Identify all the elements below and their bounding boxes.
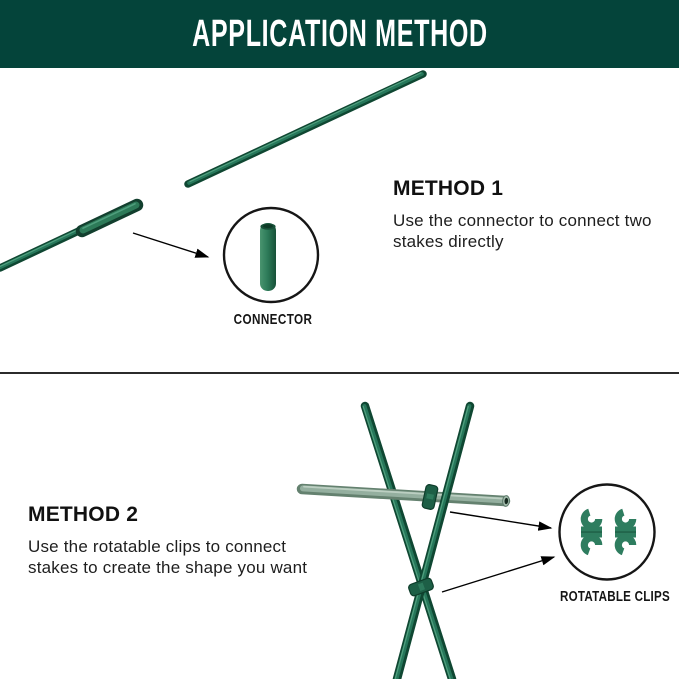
method2-body-line1: Use the rotatable clips to connect	[28, 537, 287, 556]
pointer-arrow-icon	[133, 233, 208, 257]
method1-body-line1: Use the connector to connect two	[393, 211, 652, 230]
banner	[0, 0, 679, 68]
clips-inset-label: ROTATABLE CLIPS	[560, 589, 670, 605]
connector-inset-label: CONNECTOR	[233, 311, 313, 328]
pointer-arrow-icon	[450, 512, 551, 528]
banner-title: APPLICATION METHOD	[191, 12, 488, 55]
inset-circle	[560, 485, 655, 580]
scene-clip-upper	[422, 484, 439, 510]
connector-on-stake	[82, 204, 137, 231]
stake-upper	[188, 73, 423, 184]
method2-heading: METHOD 2	[28, 503, 139, 526]
crossbar-open-end	[502, 495, 510, 506]
method1-text-block	[393, 177, 679, 252]
method2-text-block	[28, 503, 348, 578]
scene-clip-lower	[408, 577, 435, 596]
connector-tube-icon	[260, 223, 276, 291]
method1-heading: METHOD 1	[393, 177, 504, 200]
pointer-arrow-icon	[442, 557, 554, 592]
method2-body-line2: stakes to create the shape you want	[28, 558, 308, 577]
connector-inset	[224, 208, 318, 302]
stake-lower	[0, 226, 85, 268]
clips-inset	[560, 485, 655, 580]
method1-body-line2: stakes directly	[393, 232, 504, 251]
